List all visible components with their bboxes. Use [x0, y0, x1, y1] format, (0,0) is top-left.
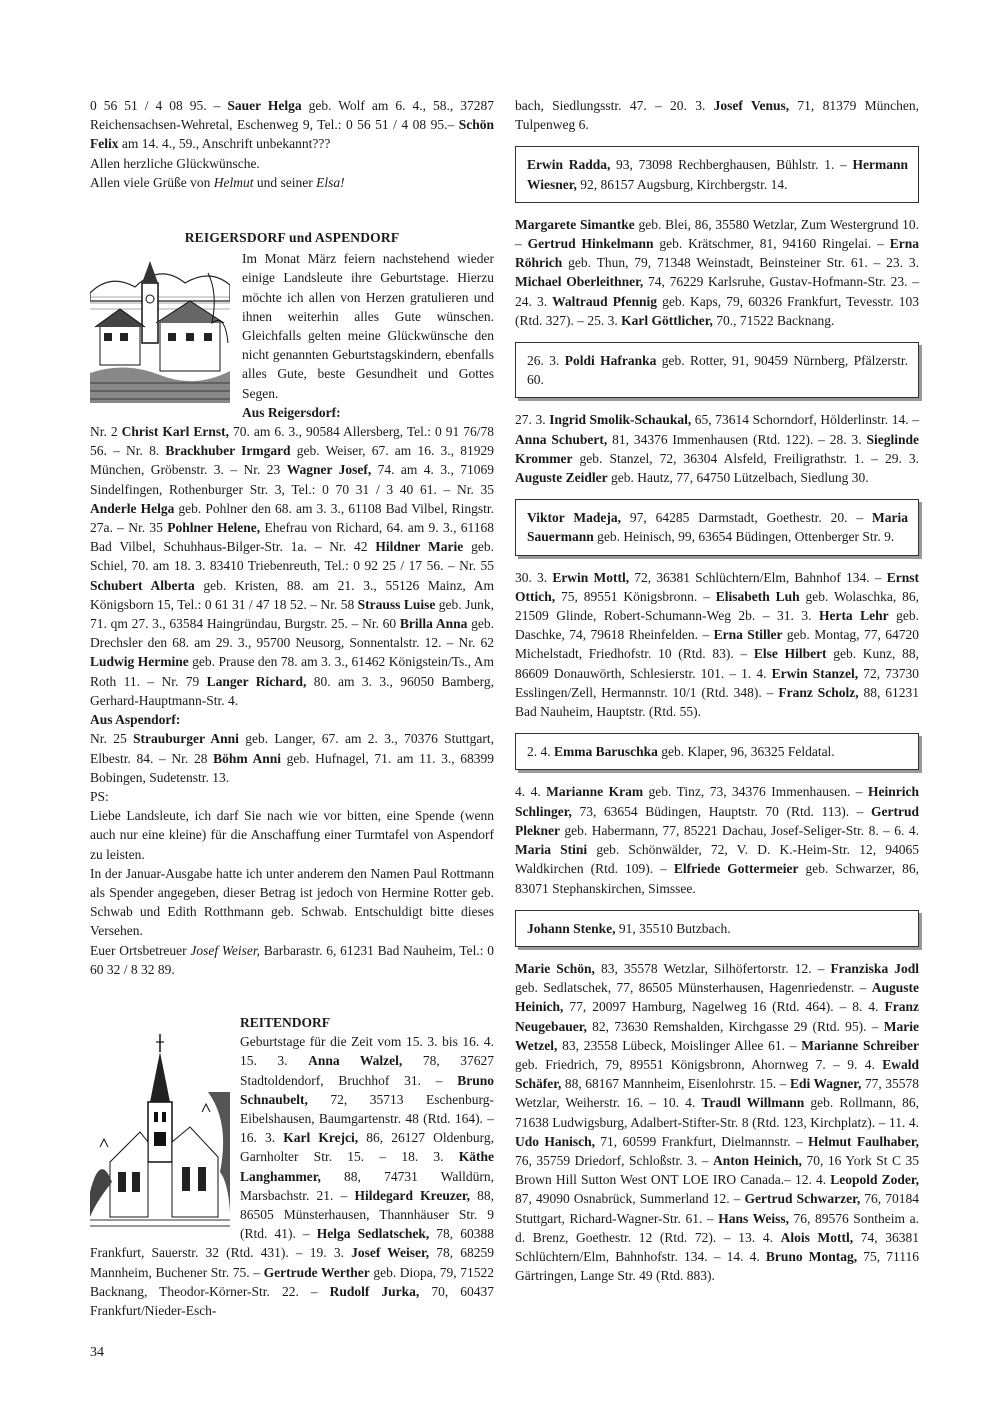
person-name: Elisabeth Luh [715, 588, 800, 604]
subheading-aspendorf: Aus Aspendorf: [90, 712, 181, 728]
person-name: Herta Lehr [818, 608, 889, 624]
intro-paragraph [90, 96, 494, 154]
person-name: Anton Heinich, [713, 1152, 802, 1168]
person-name: Ludwig Hermine [90, 654, 189, 670]
section-title-reigersdorf: REIGERSDORF und ASPENDORF [184, 230, 400, 246]
entry-text: 93, 73098 Rechberghausen, Bühlstr. 1. – [610, 157, 853, 173]
entry-text: geb. Weiser, 67. am 16. 3., 81929 München, Gröbenstr. 3. – Nr. 23 [90, 443, 494, 478]
entry-text: 88, 68167 Mannheim, Eisenlohrstr. 15. – [561, 1076, 790, 1092]
entry-text: 77, 20097 Hamburg, Nagelweg 16 (Rtd. 464). – 8. 4. [563, 999, 885, 1015]
section-title-reitendorf: REITENDORF [240, 1014, 331, 1030]
person-name: Franziska Jodl [830, 960, 920, 976]
entry-text: geb. Schönwälder, 72, V. D. K.-Heim-Str. 12, 94065 Waldkirchen (Rtd. 109). – [515, 842, 919, 877]
ps-label: PS: [90, 788, 109, 804]
person-name: Erna Stiller [713, 627, 783, 643]
entry-text: geb. Kristen, 88. am 21. 3., 55126 Mainz, Am Königsborn 15, Tel.: 0 61 31 / 47 18 52. – Nr. 58 [90, 577, 494, 612]
entry-text: geb. Friedrich, 79, 89551 Königsbronn, Ahornweg 7. – 9. 4. [515, 1056, 883, 1072]
entry-text: Nr. 2 [90, 424, 122, 440]
village-church-illustration-icon [90, 253, 230, 403]
person-name: Erwin Stanzel, [771, 665, 859, 681]
entry-text: 70, 60437 Frankfurt/Nieder-Esch- [90, 1283, 494, 1318]
entry-text: 78, 37627 Stadtoldendorf, Bruchhof 31. – [240, 1053, 494, 1088]
birthday-paragraph [515, 410, 919, 487]
person-name: Christ Karl Ernst, [121, 424, 229, 440]
person-name: Wagner Josef, [286, 462, 372, 478]
entry-text: 82, 73630 Remshalden, Kirchgasse 29 (Rtd. 95). – [586, 1018, 884, 1034]
entry-text: geb. Habermann, 77, 85221 Dachau, Josef-Seliger-Str. 8. – 6. 4. [560, 822, 919, 838]
entry-text: 75, 71116 Gärtringen, Lange Str. 49 (Rtd. 883). [515, 1248, 919, 1284]
greeting-text: Allen viele Grüße von [90, 174, 214, 190]
person-name: Ingrid Smolik-Schaukal, [549, 412, 692, 428]
entry-text: 83, 23558 Lübeck, Moislinger Allee 61. – [557, 1037, 802, 1053]
reigersdorf-intro [90, 249, 494, 403]
entry-text: 86, 26127 Oldenburg, Garnholter Str. 15. – 18. 3. [240, 1130, 495, 1165]
person-name: Waltraud Pfennig [552, 293, 658, 309]
signature-text: Euer Ortsbetreuer [90, 942, 191, 958]
entry-text: 75, 89551 Königsbronn. – [555, 588, 716, 604]
entry-text: 92, 86157 Augsburg, Kirchbergstr. 14. [576, 176, 788, 192]
person-name: Margarete Simantke [515, 216, 635, 232]
entry-text: geb. Drechsler den 68. am 29. 3., 95700 Neusorg, Sonnentalstr. 12. – Nr. 62 [90, 616, 494, 651]
person-name: Ewald Schäfer, [515, 1056, 919, 1092]
greeting-text: und seiner [253, 174, 317, 190]
entry-text: 76, 35759 Driedorf, Schloßstr. 3. – [515, 1152, 714, 1168]
entry-text: 70., 71522 Backnang. [712, 312, 835, 328]
person-name: Bruno Schnaubelt, [240, 1072, 494, 1107]
entry-text: Ehefrau von Richard, 64. am 9. 3., 61168 Bad Vilbel, Schuhhaus-Bilger-Str. 1a. – Nr. 42 [90, 520, 495, 555]
intro-name: Sauer Helga [227, 98, 302, 113]
person-name: Traudl Willmann [701, 1095, 805, 1111]
entry-text: 74, 36381 Schlüchtern/Elm, Bahnhofstr. 134. – 14. 4. [515, 1229, 919, 1264]
person-name: Marie Wetzel, [515, 1018, 919, 1053]
person-name: Käthe Langhammer, [240, 1149, 494, 1184]
person-name: Böhm Anni [213, 750, 282, 766]
intro-text: geb. Wolf am 6. 4., 58., 37287 Reichensachsen-Wehretal, Eschenweg 9, Tel.: 0 56 51 / 4 08 95.– [90, 98, 494, 133]
person-name: Erwin Radda, [527, 157, 611, 173]
entry-text: 72, 36381 Schlüchtern/Elm, Bahnhof 134. – [629, 569, 887, 585]
signature [90, 941, 494, 979]
entry-text: geb. Diopa, 79, 71522 Backnang, Theodor-Körner-Str. 22. – [90, 1264, 495, 1299]
entry-text: 71, 81379 München, Tulpenweg 6. [515, 98, 919, 133]
entry-text: geb. Kaps, 79, 60326 Frankfurt, Tevesstr. 103 (Rtd. 327). – 25. 3. [515, 293, 919, 328]
person-name: Langer Richard, [206, 673, 307, 689]
entry-text: geb. Kunz, 88, 86609 Donauwörth, Schlesierstr. 101. – 1. 4. [515, 646, 919, 681]
person-name: Edi Wagner, [789, 1076, 862, 1092]
right-column [515, 96, 919, 1285]
entry-text: geb. Schwarzer, 86, 83071 Stephanskirchen, Simssee. [515, 861, 919, 896]
person-name: Anderle Helga [90, 500, 175, 516]
birthday-paragraph [515, 568, 919, 722]
entry-text: 97, 64285 Darmstadt, Goethestr. 20. – [620, 510, 872, 526]
entry-text: 2. 4. [527, 744, 554, 760]
entry-text: 87, 49090 Osnabrück, Summerland 12. – [515, 1191, 745, 1207]
person-name: Gertrud Schwarzer, [744, 1191, 861, 1207]
person-name: Hildner Marie [375, 539, 464, 555]
entry-text: 80. am 3. 3., 96050 Bamberg, Gerhard-Hauptmann-Str. 4. [90, 673, 494, 708]
person-name: Anna Walzel, [308, 1053, 403, 1069]
person-name: Josef Venus, [713, 98, 790, 113]
entry-text: 88, 86505 Münsterhausen, Thannhäuser Str. 9 (Rtd. 41). – [240, 1187, 495, 1242]
greeting-line: Allen herzliche Glückwünsche. [90, 155, 260, 171]
person-name: Sieglinde Krommer [515, 431, 919, 466]
person-name: Gertrud Plekner [515, 803, 919, 838]
signature-text: Barbarastr. 6, 61231 Bad Nauheim, Tel.: 0 60 32 / 8 32 89. [90, 942, 495, 977]
entry-text: geb. Pohlner den 68. am 3. 3., 61108 Bad Vilbel, Ringstr. 27a. – Nr. 35 [90, 500, 494, 536]
intro-text: am 14. 4., 59., Anschrift unbekannt??? [118, 136, 331, 152]
person-name: Franz Neugebauer, [515, 999, 919, 1034]
entry-text: 27. 3. [515, 412, 550, 428]
birthday-paragraph [515, 215, 919, 330]
ps-paragraph: In der Januar-Ausgabe hatte ich unter anderem den Namen Paul Rottmann als Spender angegeben, dieser Betrag ist jedoch von Hermine Rotter geb. Schwab und Edith Rotthmann geb. Schwab. Entschuldigt bitte dieses Versehen. [90, 865, 494, 939]
person-name: Viktor Madeja, [527, 510, 621, 526]
reitendorf-section [90, 1013, 494, 1320]
entry-text: geb. Prause den 78. am 3. 3., 61462 Königstein/Ts., Am Roth 11. – Nr. 79 [90, 654, 494, 689]
signature-name: Josef Weiser, [190, 942, 260, 958]
person-name: Rudolf Jurka, [329, 1283, 420, 1299]
person-name: Marie Schön, [515, 960, 595, 976]
entry-text: 74. am 4. 3., 71069 Sindelfingen, Rothenburger Str. 3, Tel.: 0 70 31 / 3 40 61. – Nr. 35 [90, 462, 494, 497]
person-name: Ernst Ottich, [515, 569, 919, 604]
entry-text: geb. Klaper, 96, 36325 Feldatal. [657, 744, 835, 760]
person-name: Udo Hanisch, [515, 1133, 595, 1149]
highlight-box [515, 342, 919, 398]
person-name: Josef Weiser, [351, 1245, 430, 1261]
highlight-box [515, 910, 919, 947]
entry-text: geb. Rotter, 91, 90459 Nürnberg, Pfälzerstr. 60. [527, 353, 909, 388]
entry-text: 88, 61231 Bad Nauheim, Hauptstr. (Rtd. 55). [515, 684, 919, 720]
entry-text: 70. am 6. 3., 90584 Allersberg, Tel.: 0 91 76/78 56. – Nr. 8. [90, 424, 495, 459]
person-name: Anna Schubert, [515, 431, 608, 447]
aspendorf-list [90, 729, 494, 787]
person-name: Heinrich Schlinger, [515, 784, 919, 819]
entry-text: geb. Hautz, 77, 64750 Lützelbach, Siedlung 30. [607, 470, 869, 486]
church-tower-illustration-icon [90, 1032, 230, 1232]
person-name: Strauburger Anni [133, 731, 239, 747]
left-column [90, 96, 494, 1320]
entry-text: 91, 35510 Butzbach. [615, 920, 731, 936]
person-name: Erwin Mottl, [552, 569, 630, 585]
entry-text: 72, 73730 Esslingen/Zell, Hermannstr. 10/1 (Rtd. 348). – [515, 665, 919, 700]
entry-text: 70, 16 York St C 35 Brown Hill Sutton West ONT LOE IRO Canada.– 12. 4. [515, 1152, 920, 1188]
entry-text: geb. Sedlatschek, 77, 86505 Münsterhausen, Hagenriedenstr. – [515, 980, 872, 996]
subheading-reigersdorf: Aus Reigersdorf: [242, 404, 341, 420]
person-name: Hermann Wiesner, [527, 157, 908, 192]
person-name: Franz Scholz, [778, 684, 859, 700]
person-name: Helga Sedlatschek, [316, 1226, 430, 1242]
greeting-name: Helmut [213, 174, 254, 190]
person-name: Gertrud Hinkelmann [527, 236, 654, 252]
person-name: Johann Stenke, [527, 920, 616, 936]
entry-text: geb. Daschke, 74, 79618 Rheinfelden. – [515, 608, 919, 643]
entry-text: 74, 76229 Karlsruhe, Gustav-Hofmann-Str. 23. – 24. 3. [515, 274, 919, 309]
person-name: Auguste Heinich, [515, 980, 919, 1015]
entry-text: 81, 34376 Immenhausen (Rtd. 122). – 28. 3. [607, 431, 867, 447]
person-name: Elfriede Gottermeier [673, 861, 799, 877]
entry-text: 4. 4. [515, 784, 547, 800]
entry-text: 78, 68259 Mannheim, Buchener Str. 75. – [90, 1245, 495, 1280]
entry-text: geb. Krätschmer, 81, 94160 Ringelai. – [653, 236, 890, 252]
person-name: Erna Röhrich [515, 236, 920, 271]
entry-text: geb. Junk, 71. qm 27. 3., 63584 Haingründau, Burgstr. 25. – Nr. 60 [90, 596, 494, 632]
birthday-paragraph [515, 959, 919, 1285]
entry-text: 76, 89576 Sontheim a. d. Brenz, Goethestr. 12 (Rtd. 72). – 13. 4. [515, 1210, 919, 1245]
highlight-box [515, 146, 919, 202]
entry-text: 30. 3. [515, 569, 553, 585]
entry-text: geb. Wolaschka, 86, 21509 Glinde, Robert-Schumann-Weg 2b. – 31. 3. [515, 588, 919, 624]
entry-text: 26. 3. [527, 353, 565, 369]
entry-text: 77, 35578 Wetzlar, Weiherstr. 16. – 10. 4. [515, 1076, 920, 1111]
person-name: Else Hilbert [753, 646, 827, 662]
person-name: Schubert Alberta [90, 577, 195, 593]
person-name: Marianne Kram [546, 784, 644, 800]
page-number: 34 [90, 1345, 104, 1360]
entry-text: geb. Heinisch, 99, 63654 Büdingen, Ottenberger Str. 9. [593, 529, 895, 545]
person-name: Marianne Schreiber [801, 1037, 920, 1053]
entry-text: geb. Schiel, 70. am 18. 3. 83410 Triebenreuth, Tel.: 0 92 25 / 17 56. – Nr. 55 [90, 539, 494, 574]
person-name: Strauss Luise [357, 596, 436, 612]
birthday-paragraph [515, 782, 919, 897]
person-name: Bruno Montag, [765, 1248, 858, 1264]
person-name: Hans Weiss, [718, 1210, 789, 1226]
entry-text: geb. Stanzel, 72, 36304 Alsfeld, Freiligrathstr. 1. – 29. 3. [572, 450, 919, 466]
person-name: Poldi Hafranka [564, 353, 657, 369]
person-name: Leopold Zoder, [830, 1172, 919, 1188]
reigersdorf-list [90, 422, 494, 710]
highlight-box [515, 733, 919, 770]
person-name: Emma Baruschka [554, 744, 658, 760]
entry-text: 76, 70184 Stuttgart, Richard-Wagner-Str. 61. – [515, 1191, 920, 1226]
greeting-name: Elsa! [316, 174, 345, 190]
entry-text: geb. Tinz, 73, 34376 Immenhausen. – [643, 784, 868, 800]
entry-text: geb. Montag, 77, 64720 Michelstadt, Friedhofstr. 10 (Rtd. 83). – [515, 627, 919, 662]
entry-text: Geburtstage für die Zeit vom 15. 3. bis 16. 4. 15. 3. [240, 1034, 494, 1069]
entry-text: 72, 35713 Eschenburg-Eibelshausen, Baumgartenstr. 48 (Rtd. 164). – 16. 3. [240, 1091, 494, 1146]
person-name: Brilla Anna [399, 616, 468, 632]
entry-text: bach, Siedlungsstr. 47. – 20. 3. [515, 98, 714, 113]
entry-text: geb. Thun, 79, 71348 Weinstadt, Beinsteiner Str. 61. – 23. 3. [562, 255, 919, 271]
person-name: Alois Mottl, [780, 1229, 854, 1245]
person-name: Maria Stini [515, 842, 588, 858]
entry-text: geb. Rollmann, 86, 71638 Ludwigsburg, Adalbert-Stifter-Str. 8 (Rtd. 123, Kirchplatz). – 11. 4. [515, 1095, 919, 1130]
intro-text: 0 56 51 / 4 08 95. – [90, 98, 228, 113]
person-name: Gertrude Werther [263, 1264, 370, 1280]
entry-text: geb. Blei, 86, 35580 Wetzlar, Zum Westergrund 10. – [515, 216, 919, 252]
person-name: Michael Oberleithner, [515, 274, 644, 290]
birthday-paragraph [515, 96, 919, 134]
entry-text: 78, 60388 Frankfurt, Sauerstr. 32 (Rtd. 431). – 19. 3. [90, 1226, 495, 1261]
person-name: Maria Sauermann [527, 510, 908, 545]
entry-text: 71, 60599 Frankfurt, Dielmannstr. – [594, 1133, 809, 1149]
entry-text: geb. Langer, 67. am 2. 3., 70376 Stuttgart, Elbestr. 84. – Nr. 28 [90, 731, 495, 766]
entry-text: 73, 63654 Büdingen, Hauptstr. 70 (Rtd. 113). – [571, 803, 871, 819]
person-name: Karl Göttlicher, [621, 312, 713, 328]
intro-name: Schön Felix [90, 117, 494, 152]
entry-text: Nr. 25 [90, 731, 134, 747]
person-name: Hildegard Kreuzer, [354, 1187, 470, 1203]
greeting-line [90, 173, 494, 192]
ps-paragraph: Liebe Landsleute, ich darf Sie nach wie vor bitten, eine Spende (wenn auch nur eine kleine) für die Anschaffung einer Turmtafel von Aspendorf zu leisten. [90, 808, 494, 862]
person-name: Pohlner Helene, [167, 520, 261, 536]
entry-text: 83, 35578 Wetzlar, Silhöfertorstr. 12. – [594, 960, 831, 976]
person-name: Brackhuber Irmgard [165, 443, 291, 459]
entry-text: 65, 73614 Schorndorf, Hölderlinstr. 14. – [691, 412, 919, 428]
entry-text: geb. Hufnagel, 71. am 11. 3., 68399 Bobingen, Sudetenstr. 13. [90, 750, 495, 785]
highlight-box [515, 499, 919, 555]
person-name: Karl Krejci, [283, 1130, 359, 1146]
entry-text: 88, 74731 Walldürn, Marsbachstr. 21. – [240, 1168, 494, 1203]
person-name: Helmut Faulhaber, [808, 1133, 920, 1149]
reigersdorf-intro-text: Im Monat März feiern nachstehend wieder einige Landsleute ihre Geburtstage. Hierzu möchte ich allen von Herzen gratulieren und ihnen weiterhin alles Gute wünschen. Gleichfalls gelten meine Glückwünsche den nicht genannten Geburtstagskindern, ebenfalls alles Gute, beste Gesundheit und Gottes Segen. [242, 251, 494, 401]
person-name: Auguste Zeidler [515, 470, 608, 486]
